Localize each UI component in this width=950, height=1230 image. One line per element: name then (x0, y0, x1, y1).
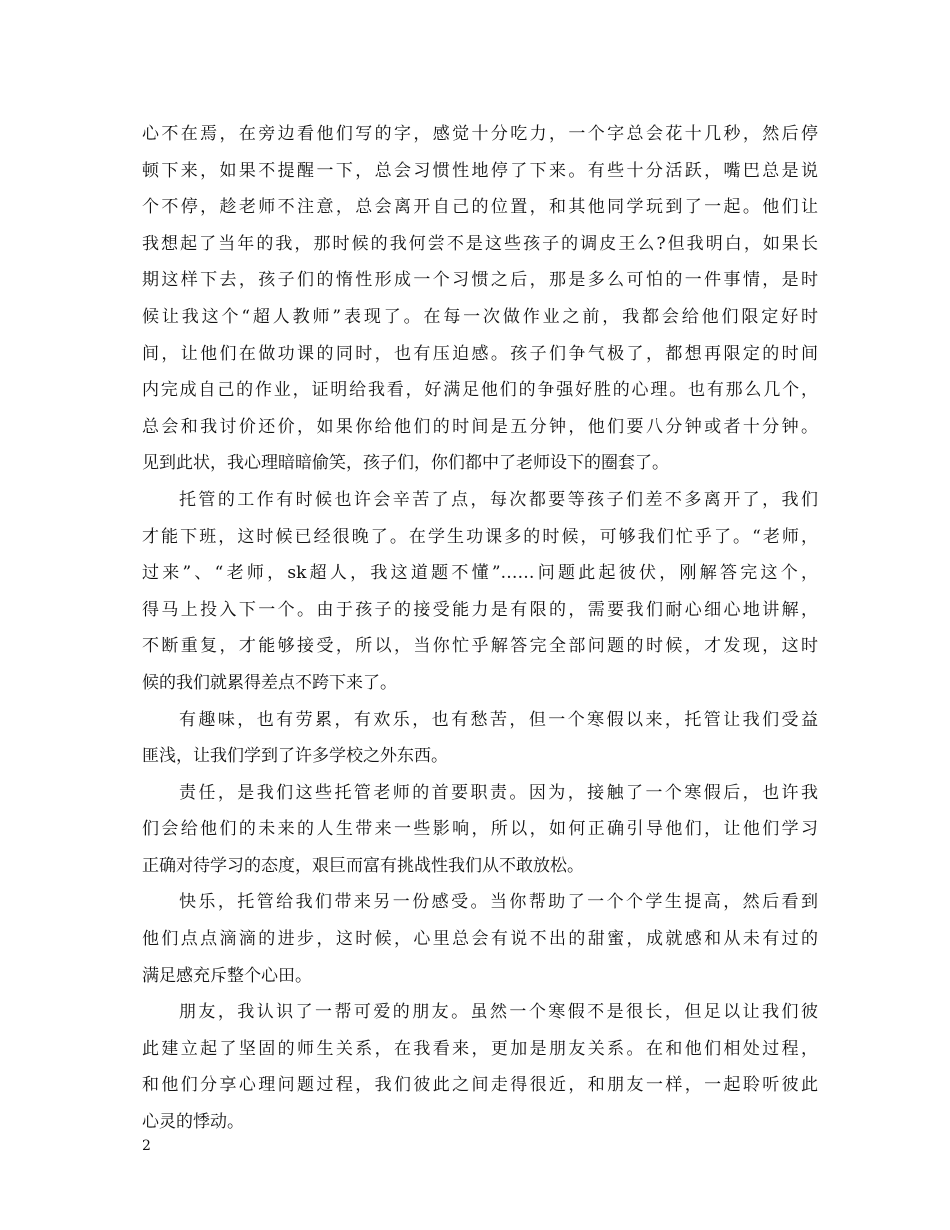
text-line: 顿下来，如果不提醒一下，总会习惯性地停了下来。有些十分活跃，嘴巴总是说 (142, 160, 818, 181)
paragraph-first-line: 责任，是我们这些托管老师的首要职责。因为，接触了一个寒假后，也许我 (179, 782, 818, 803)
text-line: 才能下班，这时候已经很晚了。在学生功课多的时候，可够我们忙乎了。“老师， (142, 526, 818, 547)
text-line: 他们点点滴滴的进步，这时候，心里总会有说不出的甜蜜，成就感和从未有过的 (142, 929, 818, 950)
text-line: 候让我这个“超人教师”表现了。在每一次做作业之前，我都会给他们限定好时 (142, 306, 818, 327)
text-line: 期这样下去，孩子们的惰性形成一个习惯之后，那是多么可怕的一件事情，是时 (142, 270, 818, 291)
text-line: 不断重复，才能够接受，所以，当你忙乎解答完全部问题的时候，才发现，这时 (142, 636, 818, 657)
document-body (142, 116, 818, 1141)
text-line: 心灵的悸动。 (142, 1112, 244, 1133)
text-line: 心不在焉，在旁边看他们写的字，感觉十分吃力，一个字总会花十几秒，然后停 (142, 124, 818, 144)
text-line: 总会和我讨价还价，如果你给他们的时间是五分钟，他们要八分钟或者十分钟。 (142, 416, 818, 437)
page-number: 2 (142, 1138, 151, 1154)
text-line: 匪浅，让我们学到了许多学校之外东西。 (142, 746, 448, 767)
paragraph-first-line: 托管的工作有时候也许会辛苦了点，每次都要等孩子们差不多离开了，我们 (179, 489, 818, 510)
text-line: 见到此状，我心理暗暗偷笑，孩子们，你们都中了老师设下的圈套了。 (142, 453, 669, 474)
text-line: 内完成自己的作业，证明给我看，好满足他们的争强好胜的心理。也有那么几个， (142, 380, 818, 401)
text-line: 得马上投入下一个。由于孩子的接受能力是有限的，需要我们耐心细心地讲解， (142, 599, 818, 620)
paragraph-first-line: 快乐，托管给我们带来另一份感受。当你帮助了一个个学生提高，然后看到 (179, 892, 818, 913)
text-line: 和他们分享心理问题过程，我们彼此之间走得很近，和朋友一样，一起聆听彼此 (142, 1075, 818, 1096)
text-line: 个不停，趁老师不注意，总会离开自己的位置，和其他同学玩到了一起。他们让 (142, 197, 818, 218)
text-line: 候的我们就累得差点不跨下来了。 (142, 672, 397, 693)
text-line: 我想起了当年的我，那时候的我何尝不是这些孩子的调皮王么?但我明白，如果长 (142, 233, 818, 254)
text-line: 过来”、“老师，sk超人，我这道题不懂”……问题此起彼伏，刚解答完这个， (142, 563, 818, 584)
paragraph-first-line: 有趣味，也有劳累，有欢乐，也有愁苦，但一个寒假以来，托管让我们受益 (179, 709, 818, 730)
text-line: 此建立起了坚固的师生关系，在我看来，更加是朋友关系。在和他们相处过程， (142, 1038, 818, 1059)
text-line: 正确对待学习的态度，艰巨而富有挑战性我们从不敢放松。 (142, 855, 584, 876)
text-line: 满足感充斥整个心田。 (142, 965, 312, 986)
text-line: 们会给他们的未来的人生带来一些影响，所以，如何正确引导他们，让他们学习 (142, 819, 818, 840)
paragraph-first-line: 朋友，我认识了一帮可爱的朋友。虽然一个寒假不是很长，但足以让我们彼 (179, 1002, 818, 1023)
text-line: 间，让他们在做功课的同时，也有压迫感。孩子们争气极了，都想再限定的时间 (142, 343, 818, 364)
